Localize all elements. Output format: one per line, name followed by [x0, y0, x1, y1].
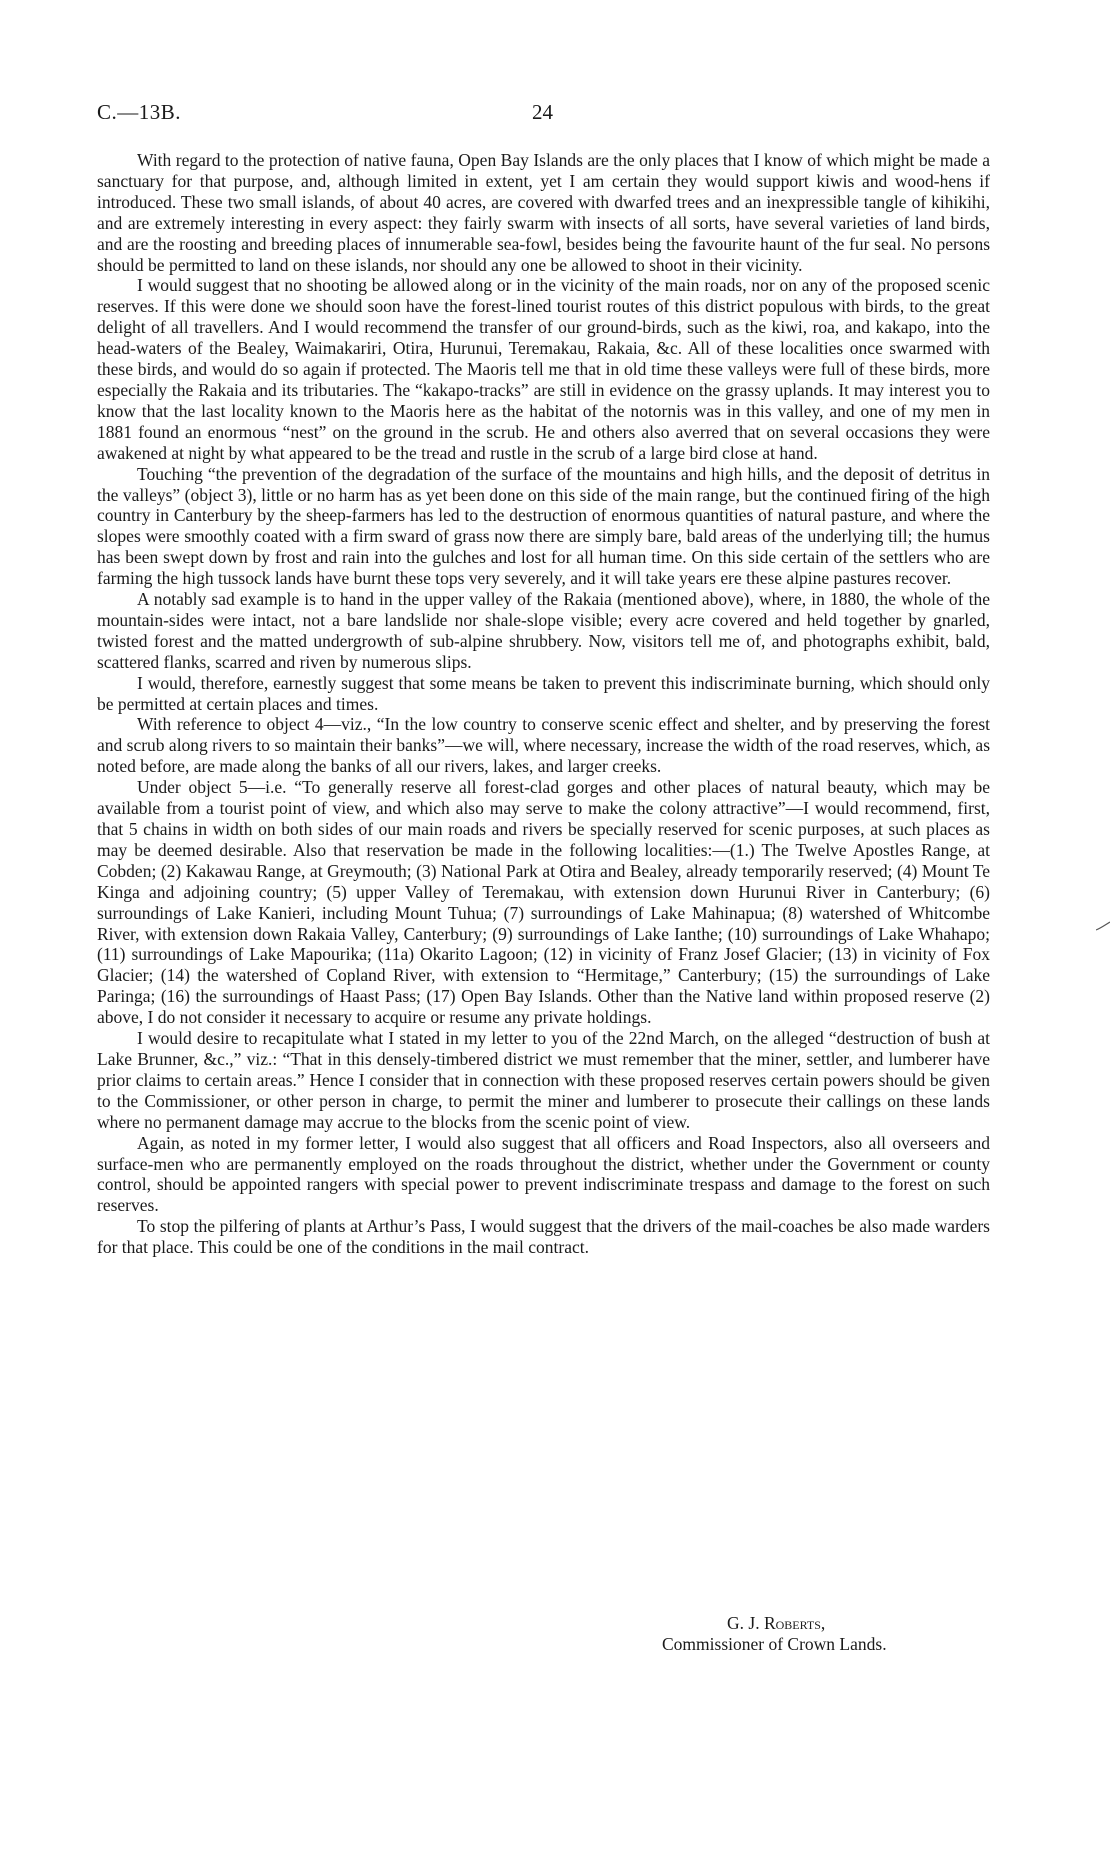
margin-pencil-mark — [1096, 921, 1110, 931]
paragraph-rangers: Again, as noted in my former letter, I would also suggest that all officers and Road Inspectors, also all overseers and surface-men who are permanently employed on the roads throughout the district, whether under the Government or county control, should be appointed rangers with special power to prevent indiscriminate trespass and damage to the forest on such reserves. — [97, 1132, 990, 1216]
signature-title: Commissioner of Crown Lands. — [662, 1634, 887, 1654]
signature-name: G. J. Roberts, — [727, 1613, 826, 1633]
paragraph-burning: I would, therefore, earnestly suggest that some means be taken to prevent this indiscriminate burning, which should only be permitted at certain places and times. — [97, 672, 990, 714]
paragraph-degradation: Touching “the prevention of the degradation of the surface of the mountains and high hills, and the deposit of detritus in the valleys” (object 3), little or no harm has as yet been done on this side of the main range, but the continued firing of the high country in Canterbury by the sheep-farmers has led to the destruction of enormous quantities of natural pasture, and where the slopes were smoothly coated with a firm sward of grass now there are simply bare, bald areas of the underlying till; the humus has been swept down by frost and rain into the gulches and lost for all human time. On this side certain of the settlers who are farming the high tussock lands have burnt these tops very severely, and it will take years ere these alpine pastures recover. — [97, 463, 990, 589]
paragraph-object-4: With reference to object 4—viz., “In the low country to conserve scenic effect and shelter, and by preserving the forest and scrub along rivers to so maintain their banks”—we will, where necessary, increase the width of the road reserves, which, as noted before, are made along the banks of all our rivers, lakes, and larger creeks. — [97, 714, 991, 777]
body-text — [97, 150, 990, 1258]
page-reference: C.—13B. — [97, 100, 182, 124]
page-header — [97, 100, 1017, 130]
paragraph-arthurs-pass: To stop the pilfering of plants at Arthur’s Pass, I would suggest that the drivers of the mail-coaches be also made warders for that place. This could be one of the conditions in the mail contract. — [97, 1216, 990, 1258]
paragraph-recapitulate: I would desire to recapitulate what I stated in my letter to you of the 22nd March, on the alleged “destruction of bush at Lake Brunner, &c.,” viz.: “That in this densely-timbered district we must remember that the miner, settler, and lumberer have prior claims to certain areas.” Hence I consider that in connection with these proposed reserves certain powers should be given to the Commissioner, or other person in charge, to permit the miner and lumberer to prosecute their callings on these lands where no permanent damage may accrue to the blocks from the scenic point of view. — [97, 1028, 990, 1132]
paragraph-rakaia-example: A notably sad example is to hand in the upper valley of the Rakaia (mentioned above), where, in 1880, the whole of the mountain-sides were intact, not a bare landslide nor shale-slope visible; every acre covered and held together by gnarled, twisted forest and the matted undergrowth of sub-alpine shrubbery. Now, visitors tell me of, and photographs exhibit, bald, scattered flanks, scarred and riven by numerous slips. — [97, 589, 990, 672]
paragraph-native-fauna: With regard to the protection of native fauna, Open Bay Islands are the only places that I know of which might be made a sanctuary for that purpose, and, although limited in extent, yet I am certain they would support kiwis and wood-hens if introduced. These two small islands, of about 40 acres, are covered with dwarfed trees and an inexpressible tangle of kihikihi, and are extremely interesting in every aspect: they fairly swarm with insects of all sorts, have several varieties of land birds, and are the roosting and breeding places of innumerable sea-fowl, besides being the favourite haunt of the fur seal. No persons should be permitted to land on these islands, nor should any one be allowed to shoot in their vicinity. — [97, 150, 990, 275]
paragraph-object-5: Under object 5—i.e. “To generally reserve all forest-clad gorges and other places of natural beauty, which may be available from a tourist point of view, and which also may serve to make the colony attractive”—I would recommend, first, that 5 chains in width on both sides of our main roads and rivers be specially reserved for scenic purposes, at such places as may be deemed desirable. Also that reservation be made in the following localities:—(1.) The Twelve Apostles Range, at Cobden; (2) Kakawau Range, at Greymouth; (3) National Park at Otira and Bealey, already temporarily reserved; (4) Mount Te Kinga and adjoining country; (5) upper Valley of Teremakau, with extension down Hurunui River in Canterbury; (6) surroundings of Lake Kanieri, including Mount Tuhua; (7) surroundings of Lake Mahinapua; (8) watershed of Whitcombe River, with extension down Rakaia Valley, Canterbury; (9) surroundings of Lake Ianthe; (10) surroundings of Lake Whahapo; (11) surroundings of Lake Mapourika; (11a) Okarito Lagoon; (12) in vicinity of Franz Josef Glacier; (13) in vicinity of Fox Glacier; (14) the watershed of Copland River, with extension to “Hermitage,” Canterbury; (15) the surroundings of Lake Paringa; (16) the surroundings of Haast Pass; (17) Open Bay Islands. Other than the Native land within proposed reserve (2) above, I do not consider it necessary to acquire or resume any private holdings. — [97, 777, 990, 1028]
page-number: 24 — [532, 100, 553, 124]
signature-block — [662, 1613, 992, 1655]
paragraph-shooting: I would suggest that no shooting be allowed along or in the vicinity of the main roads, nor on any of the proposed scenic reserves. If this were done we should soon have the forest-lined tourist routes of this district populous with birds, to the great delight of all travellers. And I would recommend the transfer of our ground-birds, such as the kiwi, roa, and kakapo, into the head-waters of the Bealey, Waimakariri, Otira, Hurunui, Teremakau, Rakaia, &c. All of these localities once swarmed with these birds, and would do so again if protected. The Maoris tell me that in old time these valleys were full of these birds, more especially the Rakaia and its tributaries. The “kakapo-tracks” are still in evidence on the grassy uplands. It may interest you to know that the last locality known to the Maoris here as the habitat of the notornis was in this valley, and one of my men in 1881 found an enormous “nest” on the ground in the scrub. He and others also averred that on several occasions they were awakened at night by what appeared to be the tread and rustle in the scrub of a large bird close at hand. — [97, 275, 990, 463]
